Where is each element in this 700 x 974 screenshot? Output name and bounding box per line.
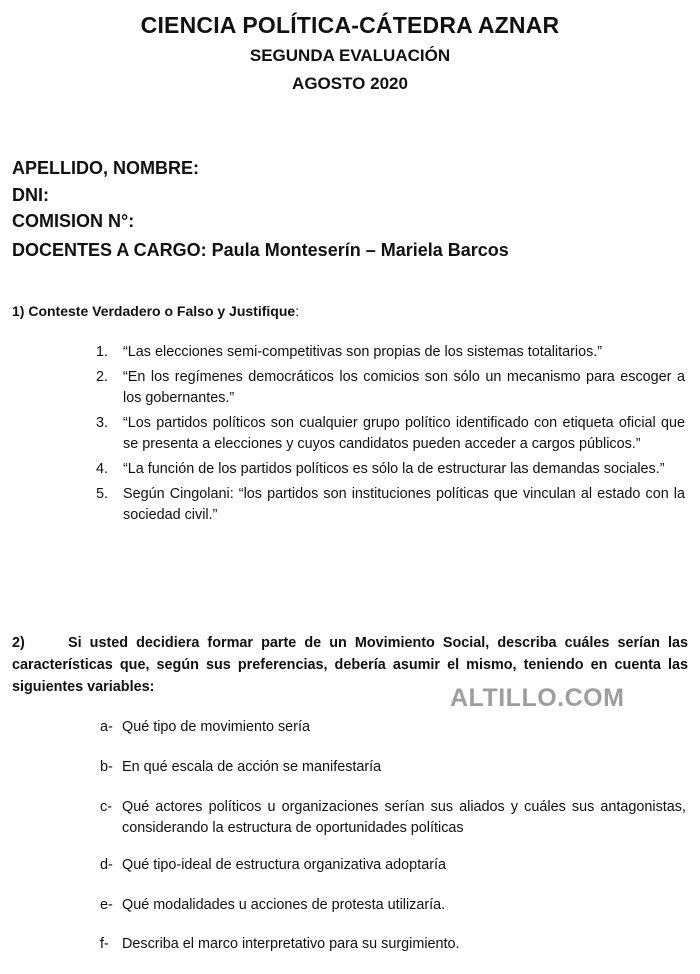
list-item-letter: c- bbox=[100, 799, 112, 815]
list-item-letter: a- bbox=[100, 719, 113, 735]
list-item-text: “Las elecciones semi-competitivas son propias de los sistemas totalitarios.” bbox=[123, 344, 603, 360]
dni-label: DNI: bbox=[12, 185, 49, 205]
name-label: APELLIDO, NOMBRE: bbox=[12, 158, 199, 178]
list-item bbox=[100, 717, 686, 738]
list-item-letter: b- bbox=[100, 759, 113, 775]
list-item-text: Qué actores políticos u organizaciones serían sus aliados y cuáles sus antagonistas, considerando la estructura de oportunidades políticas bbox=[122, 799, 686, 836]
list-item-text: En qué escala de acción se manifestaría bbox=[122, 759, 382, 775]
list-item bbox=[96, 367, 685, 409]
list-item-number: 2. bbox=[96, 369, 109, 385]
list-item-letter: e- bbox=[100, 897, 113, 913]
watermark: ALTILLO.COM bbox=[450, 684, 625, 712]
list-item-text: Qué tipo de movimiento sería bbox=[122, 719, 310, 735]
exam-title: CIENCIA POLÍTICA-CÁTEDRA AZNAR bbox=[140, 12, 560, 38]
list-item bbox=[100, 855, 686, 876]
list-item-number: 4. bbox=[96, 461, 109, 477]
exam-date: AGOSTO 2020 bbox=[292, 74, 408, 93]
list-item-text: “La función de los partidos políticos es sólo la de estructurar las demandas sociales.” bbox=[123, 461, 665, 477]
list-item-text: Según Cingolani: “los partidos son instituciones políticas que vinculan al estado con la sociedad civil.” bbox=[123, 486, 685, 523]
list-item bbox=[96, 413, 685, 455]
list-item-number: 1. bbox=[96, 344, 109, 360]
question-1-list bbox=[96, 342, 685, 530]
list-item-text: Qué modalidades u acciones de protesta utilizaría. bbox=[122, 897, 446, 913]
list-item-letter: d- bbox=[100, 857, 113, 873]
list-item bbox=[96, 342, 685, 363]
list-item-text: Describa el marco interpretativo para su surgimiento. bbox=[122, 936, 460, 952]
list-item-letter: f- bbox=[100, 936, 109, 952]
list-item bbox=[100, 797, 686, 839]
list-item-text: “Los partidos políticos son cualquier grupo político identificado con etiqueta oficial que se presenta a elecciones y cuyos candidatos pueden acceder a cargos públicos.” bbox=[123, 415, 685, 452]
question-2-text: Si usted decidiera formar parte de un Movimiento Social, describa cuáles serían las características que, según sus preferencias, debería asumir el mismo, teniendo en cuenta las siguientes variables: bbox=[12, 635, 688, 695]
list-item-number: 3. bbox=[96, 415, 109, 431]
exam-subtitle: SEGUNDA EVALUACIÓN bbox=[249, 46, 451, 65]
list-item-number: 5. bbox=[96, 486, 109, 502]
list-item bbox=[96, 484, 685, 526]
list-item bbox=[96, 459, 685, 480]
list-item bbox=[100, 895, 686, 916]
comision-label: COMISION N°: bbox=[12, 211, 135, 231]
question-1-heading-text: 1) Conteste Verdadero o Falso y Justifique bbox=[12, 303, 296, 319]
question-2-number: 2) bbox=[12, 635, 25, 651]
list-item bbox=[100, 934, 686, 955]
list-item-text: “En los regímenes democráticos los comicios son sólo un mecanismo para escoger a los gobernantes.” bbox=[123, 369, 685, 406]
docentes-label: DOCENTES A CARGO: Paula Monteserín – Mariela Barcos bbox=[12, 240, 509, 260]
question-1-heading bbox=[12, 303, 299, 319]
list-item-text: Qué tipo-ideal de estructura organizativa adoptaría bbox=[122, 857, 446, 873]
question-1-heading-colon: : bbox=[295, 303, 300, 319]
list-item bbox=[100, 757, 686, 778]
